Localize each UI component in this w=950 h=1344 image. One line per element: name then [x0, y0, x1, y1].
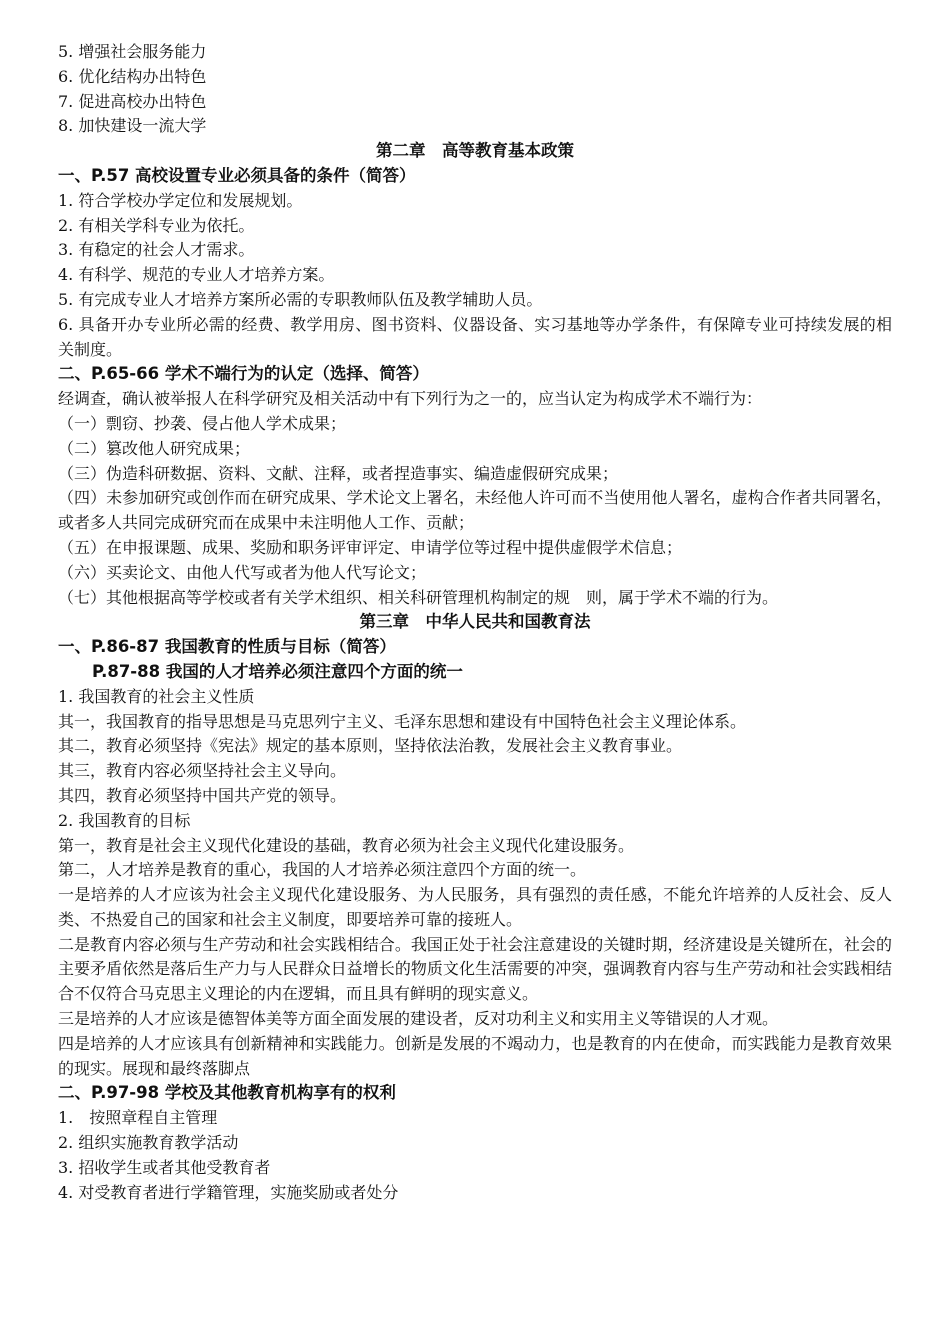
nature-list [58, 710, 892, 809]
ch2-section2-lead: 经调查，确认被举报人在科学研究及相关活动中有下列行为之一的，应当认定为构成学术不端行为： [58, 389, 763, 409]
paragraph: 四是培养的人才应该具有创新精神和实践能力。创新是发展的不竭动力，也是教育的内在使命，而实践能力是教育效果的现实。展现和最终落脚点 [58, 1033, 892, 1078]
list-item: （三）伪造科研数据、资料、文献、注释，或者捏造事实、编造虚假研究成果； [58, 463, 619, 483]
list-item: 1. 按照章程自主管理 [58, 1108, 218, 1128]
list-item: 其二，教育必须坚持《宪法》规定的基本原则，坚持依法治教，发展社会主义教育事业。 [58, 736, 683, 756]
list-item: 2. 组织实施教育教学活动 [58, 1133, 239, 1153]
list-item: 5. 有完成专业人才培养方案所必需的专职教师队伍及教学辅助人员。 [58, 289, 543, 309]
paragraph: 二是教育内容必须与生产劳动和社会实践相结合。我国正处于社会注意建设的关键时期，经济建设是关键所在，社会的主要矛盾依然是落后生产力与人民群众日益增长的物质文化生活需要的冲突，强调教育内容与生产劳动和社会实践相结合不仅符合马克思主义理论的内在逻辑，而且具有鲜明的现实意义。 [58, 934, 892, 1004]
ch2-section2-heading: 二、P.65-66 学术不端行为的认定（选择、简答） [58, 364, 429, 384]
list-item: 4. 有科学、规范的专业人才培养方案。 [58, 265, 335, 285]
ch3-section2-heading: 二、P.97-98 学校及其他教育机构享有的权利 [58, 1083, 396, 1103]
list-item: （二）篡改他人研究成果； [58, 438, 251, 458]
unity-list [58, 883, 892, 1081]
goal-list [58, 834, 892, 884]
paragraph: 三是培养的人才应该是德智体美等方面全面发展的建设者，反对功利主义和实用主义等错误的人才观。 [58, 1009, 779, 1029]
list-item: 其四，教育必须坚持中国共产党的领导。 [58, 785, 347, 805]
ch3-section1-heading: 一、P.86-87 我国教育的性质与目标（简答） [58, 637, 396, 657]
ch3-section2-list [58, 1106, 892, 1205]
intro-list [58, 40, 892, 139]
list-item: 2. 有相关学科专业为依托。 [58, 215, 255, 235]
list-item: （五）在申报课题、成果、奖励和职务评审评定、申请学位等过程中提供虚假学术信息； [58, 537, 683, 557]
list-item: 3. 有稳定的社会人才需求。 [58, 240, 255, 260]
list-item: 6. 优化结构办出特色 [58, 66, 207, 86]
list-item: 其一，我国教育的指导思想是马克思列宁主义、毛泽东思想和建设有中国特色社会主义理论体系。 [58, 711, 747, 731]
list-item: （七）其他根据高等学校或者有关学术组织、相关科研管理机构制定的规 则，属于学术不端的行为。 [58, 587, 779, 607]
ch2-section2-list [58, 412, 892, 610]
list-item: 3. 招收学生或者其他受教育者 [58, 1157, 271, 1177]
list-item: 8. 加快建设一流大学 [58, 116, 207, 136]
goal-title: 2. 我国教育的目标 [58, 810, 191, 830]
list-item: 6. 具备开办专业所必需的经费、教学用房、图书资料、仪器设备、实习基地等办学条件，有保障专业可持续发展的相关制度。 [58, 314, 892, 359]
list-item: 其三，教育内容必须坚持社会主义导向。 [58, 761, 347, 781]
list-item: （四）未参加研究或创作而在研究成果、学术论文上署名，未经他人许可而不当使用他人署名，虚构合作者共同署名，或者多人共同完成研究而在成果中未注明他人工作、贡献； [58, 488, 892, 533]
list-item: 7. 促进高校办出特色 [58, 91, 207, 111]
list-item: 第一，教育是社会主义现代化建设的基础，教育必须为社会主义现代化建设服务。 [58, 835, 635, 855]
list-item: 第二，人才培养是教育的重心，我国的人才培养必须注意四个方面的统一。 [58, 860, 587, 880]
list-item: 4. 对受教育者进行学籍管理，实施奖励或者处分 [58, 1182, 399, 1202]
chapter-2-title: 第二章 高等教育基本政策 [376, 141, 574, 161]
list-item: （六）买卖论文、由他人代写或者为他人代写论文； [58, 562, 427, 582]
list-item: 1. 符合学校办学定位和发展规划。 [58, 190, 303, 210]
ch2-section1-heading: 一、P.57 高校设置专业必须具备的条件（简答） [58, 165, 416, 185]
nature-title: 1. 我国教育的社会主义性质 [58, 686, 255, 706]
ch2-section1-list [58, 189, 892, 363]
list-item: （一）剽窃、抄袭、侵占他人学术成果； [58, 413, 347, 433]
list-item: 5. 增强社会服务能力 [58, 42, 207, 61]
paragraph: 一是培养的人才应该为社会主义现代化建设服务、为人民服务，具有强烈的责任感，不能允许培养的人反社会、反人类、不热爱自己的国家和社会主义制度，即要培养可靠的接班人。 [58, 885, 892, 929]
ch3-section1-subheading: P.87-88 我国的人才培养必须注意四个方面的统一 [92, 661, 463, 681]
chapter-3-title: 第三章 中华人民共和国教育法 [359, 612, 591, 632]
